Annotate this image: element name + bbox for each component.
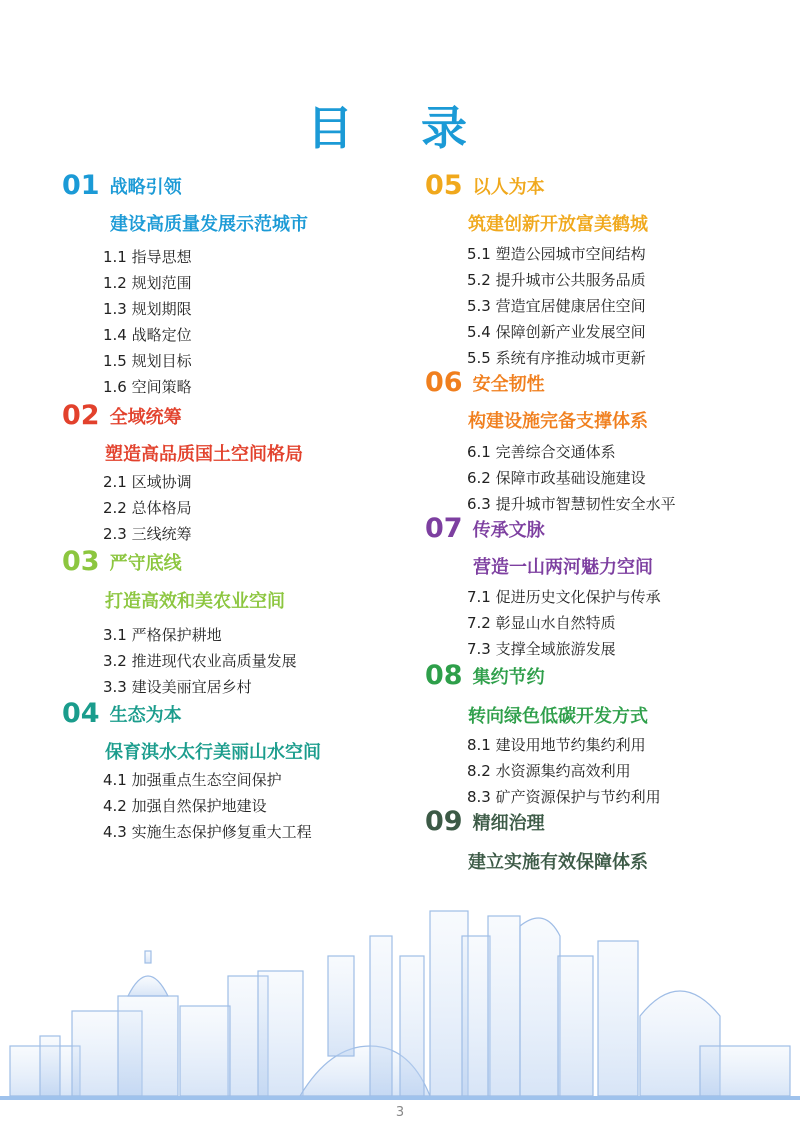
section-name: 战略引领 (109, 176, 182, 198)
toc-item[interactable]: 5.1 塑造公园城市空间结构 (467, 245, 646, 263)
section-name: 集约节约 (472, 666, 545, 688)
toc-item[interactable]: 1.6 空间策略 (103, 378, 192, 396)
toc-item[interactable]: 7.1 促进历史文化保护与传承 (467, 588, 661, 606)
toc-item[interactable]: 2.1 区域协调 (103, 473, 192, 491)
section-name: 严守底线 (109, 552, 182, 574)
section-06-heading[interactable] (425, 367, 545, 398)
section-name: 生态为本 (109, 704, 182, 726)
section-number: 05 (425, 170, 463, 201)
toc-item[interactable]: 2.3 三线统筹 (103, 525, 192, 543)
section-number: 07 (425, 513, 463, 544)
toc-item[interactable]: 6.1 完善综合交通体系 (467, 443, 616, 461)
toc-item[interactable]: 7.2 彰显山水自然特质 (467, 614, 616, 632)
toc-item[interactable]: 5.3 营造宜居健康居住空间 (467, 297, 646, 315)
section-number: 03 (62, 546, 100, 577)
section-name: 以人为本 (472, 176, 545, 198)
toc-item[interactable]: 8.2 水资源集约高效利用 (467, 762, 631, 780)
toc-item[interactable]: 3.2 推进现代农业高质量发展 (103, 652, 297, 670)
toc-item[interactable]: 2.2 总体格局 (103, 499, 192, 517)
section-name: 精细治理 (472, 812, 545, 834)
section-09-subtitle: 建立实施有效保障体系 (468, 852, 648, 873)
section-02-subtitle: 塑造高品质国土空间格局 (105, 444, 303, 465)
section-04-subtitle: 保育淇水太行美丽山水空间 (105, 742, 321, 763)
toc-item[interactable]: 1.4 战略定位 (103, 326, 192, 344)
section-05-subtitle: 筑建创新开放富美鹤城 (468, 214, 648, 235)
section-01-heading[interactable] (62, 170, 182, 201)
section-07-heading[interactable] (425, 513, 545, 544)
section-number: 01 (62, 170, 100, 201)
section-05-heading[interactable] (425, 170, 545, 201)
section-name: 安全韧性 (472, 373, 545, 395)
page-number: 3 (395, 1105, 405, 1120)
toc-item[interactable]: 3.3 建设美丽宜居乡村 (103, 678, 252, 696)
toc-item[interactable]: 6.3 提升城市智慧韧性安全水平 (467, 495, 676, 513)
section-01-subtitle: 建设高质量发展示范城市 (110, 214, 308, 235)
toc-item[interactable]: 5.5 系统有序推动城市更新 (467, 349, 646, 367)
section-03-heading[interactable] (62, 546, 182, 577)
toc-item[interactable]: 7.3 支撑全域旅游发展 (467, 640, 616, 658)
toc-item[interactable]: 1.3 规划期限 (103, 300, 192, 318)
page-title: 目 录 (306, 101, 493, 155)
toc-item[interactable]: 4.1 加强重点生态空间保护 (103, 771, 282, 789)
city-skyline-illustration (0, 896, 800, 1106)
section-number: 08 (425, 660, 463, 691)
section-08-subtitle: 转向绿色低碳开发方式 (468, 706, 648, 727)
section-06-subtitle: 构建设施完备支撑体系 (468, 411, 648, 432)
toc-item[interactable]: 4.2 加强自然保护地建设 (103, 797, 267, 815)
section-08-heading[interactable] (425, 660, 545, 691)
section-07-subtitle: 营造一山两河魅力空间 (473, 557, 653, 578)
toc-item[interactable]: 3.1 严格保护耕地 (103, 626, 222, 644)
section-number: 09 (425, 806, 463, 837)
section-number: 06 (425, 367, 463, 398)
section-09-heading[interactable] (425, 806, 545, 837)
toc-item[interactable]: 6.2 保障市政基础设施建设 (467, 469, 646, 487)
section-04-heading[interactable] (62, 698, 182, 729)
toc-item[interactable]: 5.2 提升城市公共服务品质 (467, 271, 646, 289)
toc-item[interactable]: 1.2 规划范围 (103, 274, 192, 292)
toc-item[interactable]: 1.5 规划目标 (103, 352, 192, 370)
toc-item[interactable]: 8.3 矿产资源保护与节约利用 (467, 788, 661, 806)
section-03-subtitle: 打造高效和美农业空间 (105, 591, 285, 612)
section-02-heading[interactable] (62, 400, 182, 431)
toc-item[interactable]: 4.3 实施生态保护修复重大工程 (103, 823, 312, 841)
section-name: 传承文脉 (472, 519, 545, 541)
section-number: 04 (62, 698, 100, 729)
section-name: 全域统筹 (109, 406, 182, 428)
toc-item[interactable]: 8.1 建设用地节约集约利用 (467, 736, 646, 754)
toc-item[interactable]: 1.1 指导思想 (103, 248, 192, 266)
toc-item[interactable]: 5.4 保障创新产业发展空间 (467, 323, 646, 341)
section-number: 02 (62, 400, 100, 431)
